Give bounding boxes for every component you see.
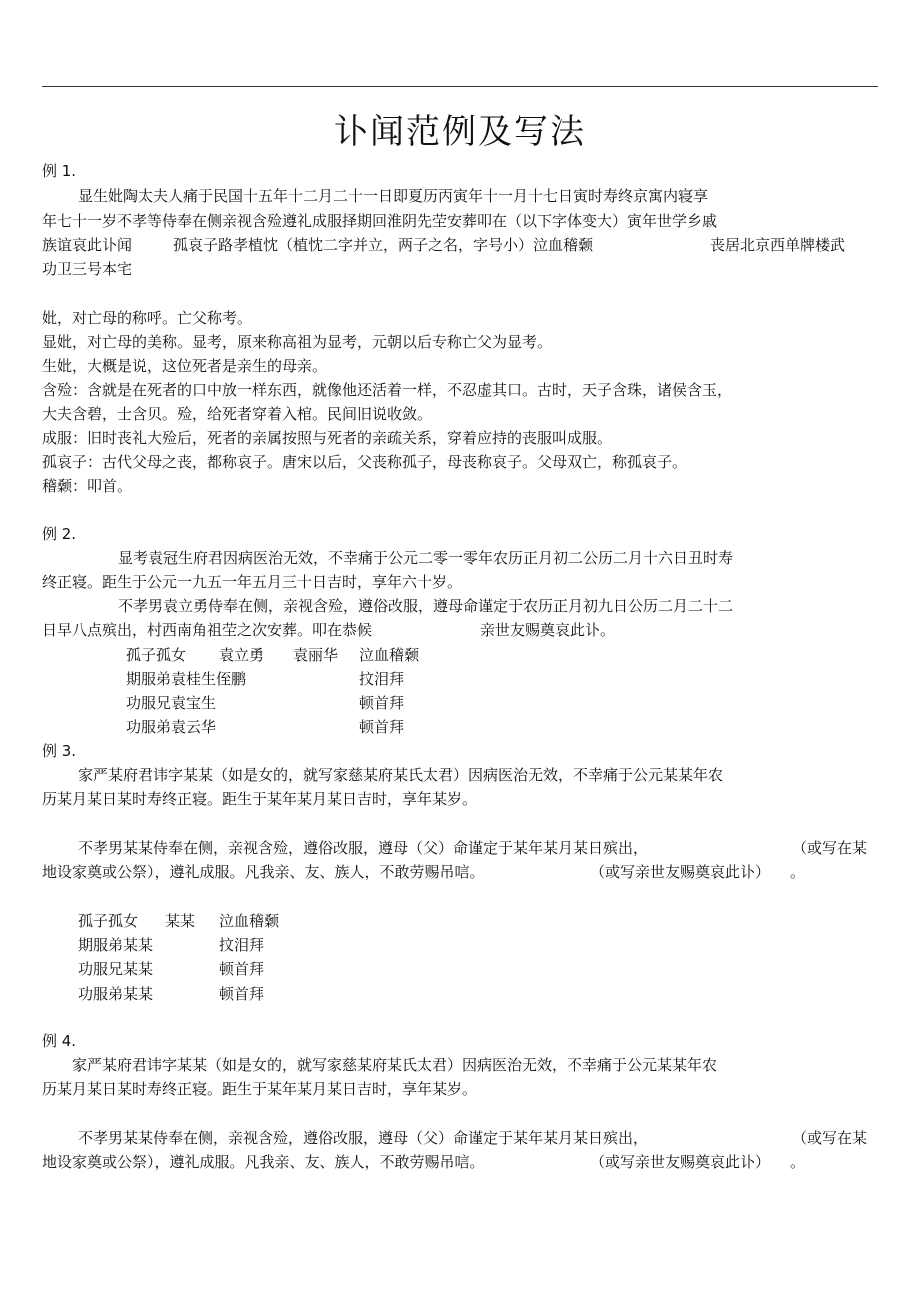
- signature-name: 期服弟某某: [78, 936, 154, 954]
- example-3-line-4c: 。: [790, 863, 806, 881]
- example-3-line-4b: （或写亲世友赐奠哀此讣）: [590, 863, 771, 881]
- signature-salutation: 泣血稽颡: [359, 646, 420, 664]
- glossary-item: 孤哀子：古代父母之丧，都称哀子。唐宋以后，父丧称孤子，母丧称哀子。父母双亡，称孤哀子。: [42, 453, 688, 471]
- glossary-item: 妣，对亡母的称呼。亡父称考。: [42, 309, 253, 327]
- example-3-line-3a: 不孝男某某侍奉在侧，亲视含殓，遵俗改服，遵母（父）命谨定于某年某月某日殡出，: [78, 839, 649, 857]
- example-2-line-4a: 日早八点殡出，村西南角祖茔之次安葬。叩在恭候: [42, 621, 373, 639]
- example-1-line-3a: 族谊哀此讣闻: [42, 236, 133, 254]
- signature-name: 孤子孤女: [126, 646, 187, 664]
- example-4-line-4a: 地设家奠或公祭），遵礼成服。凡我亲、友、族人，不敢劳赐吊唁。: [42, 1153, 485, 1171]
- example-3-line-1: 家严某府君讳字某某（如是女的，就写家慈某府某氏太君）因病医治无效，不幸痛于公元某某年农: [78, 766, 724, 784]
- example-4-line-4b: （或写亲世友赐奠哀此讣）: [590, 1153, 771, 1171]
- glossary-item: 含殓：含就是在死者的口中放一样东西，就像他还活着一样，不忍虚其口。古时，天子含珠，诸侯含玉，: [42, 381, 733, 399]
- signature-name: 孤子孤女: [78, 912, 139, 930]
- example-3-label: 例 3.: [42, 742, 77, 760]
- example-4-line-2: 历某月某日某时寿终正寝。距生于某年某月某日吉时，享年某岁。: [42, 1080, 478, 1098]
- glossary-item: 生妣，大概是说，这位死者是亲生的母亲。: [42, 357, 328, 375]
- signature-salutation: 泣血稽颡: [219, 912, 280, 930]
- glossary-item: 成服：旧时丧礼大殓后，死者的亲属按照与死者的亲疏关系，穿着应持的丧服叫成服。: [42, 429, 613, 447]
- signature-salutation: 顿首拜: [219, 960, 265, 978]
- glossary-item: 大夫含碧，士含贝。殓，给死者穿着入棺。民间旧说收敛。: [42, 405, 433, 423]
- example-2-line-1: 显考袁冠生府君因病医治无效，不幸痛于公元二零一零年农历正月初二公历二月十六日丑时寿: [118, 549, 734, 567]
- header-rule: [42, 86, 878, 87]
- example-1-line-4: 功卫三号本宅: [42, 260, 133, 278]
- signature-salutation: 抆泪拜: [219, 936, 265, 954]
- glossary-item: 显妣，对亡母的美称。显考，原来称高祖为显考，元朝以后专称亡父为显考。: [42, 333, 553, 351]
- example-1-line-3c: 丧居北京西单牌楼武: [710, 236, 846, 254]
- example-2-line-2: 终正寝。距生于公元一九五一年五月三十日吉时，享年六十岁。: [42, 573, 463, 591]
- signature-name: 袁丽华: [293, 646, 339, 664]
- example-2-line-4b: 亲世友赐奠哀此讣。: [480, 621, 616, 639]
- signature-name: 功服弟某某: [78, 985, 154, 1003]
- example-3-line-4a: 地设家奠或公祭），遵礼成服。凡我亲、友、族人，不敢劳赐吊唁。: [42, 863, 485, 881]
- example-4-line-4c: 。: [790, 1153, 806, 1171]
- signature-name: 期服弟袁桂生侄鹏: [126, 670, 247, 688]
- example-1-line-2: 年七十一岁不孝等侍奉在侧亲视含殓遵礼成服择期回淮阴先茔安葬叩在（以下字体变大）寅年世学乡戚: [42, 212, 718, 230]
- signature-salutation: 顿首拜: [219, 985, 265, 1003]
- example-1-label: 例 1.: [42, 162, 77, 180]
- example-2-line-3: 不孝男袁立勇侍奉在侧，亲视含殓，遵俗改服，遵母命谨定于农历正月初九日公历二月二十二: [118, 597, 734, 615]
- example-1-line-3b: 孤哀子路孝植忱（植忱二字并立，两子之名，字号小）泣血稽颡: [173, 236, 594, 254]
- example-4-line-3b: （或写在某: [792, 1129, 868, 1147]
- signature-salutation: 顿首拜: [359, 718, 405, 736]
- glossary-item: 稽颡：叩首。: [42, 477, 133, 495]
- example-4-line-3a: 不孝男某某侍奉在侧，亲视含殓，遵俗改服，遵母（父）命谨定于某年某月某日殡出，: [78, 1129, 649, 1147]
- signature-name: 某某: [165, 912, 196, 930]
- signature-salutation: 抆泪拜: [359, 670, 405, 688]
- example-3-line-2: 历某月某日某时寿终正寝。距生于某年某月某日吉时，享年某岁。: [42, 790, 478, 808]
- example-4-line-1: 家严某府君讳字某某（如是女的，就写家慈某府某氏太君）因病医治无效，不幸痛于公元某某年农: [72, 1056, 718, 1074]
- signature-name: 袁立勇: [219, 646, 265, 664]
- example-2-label: 例 2.: [42, 525, 77, 543]
- example-1-line-1: 显生妣陶太夫人痛于民国十五年十二月二十一日即夏历丙寅年十一月十七日寅时寿终京寓内寝享: [78, 187, 709, 205]
- example-4-label: 例 4.: [42, 1032, 77, 1050]
- signature-name: 功服兄袁宝生: [126, 694, 217, 712]
- signature-name: 功服兄某某: [78, 960, 154, 978]
- signature-salutation: 顿首拜: [359, 694, 405, 712]
- page-title: 讣闻范例及写法: [334, 112, 586, 152]
- signature-name: 功服弟袁云华: [126, 718, 217, 736]
- example-3-line-3b: （或写在某: [792, 839, 868, 857]
